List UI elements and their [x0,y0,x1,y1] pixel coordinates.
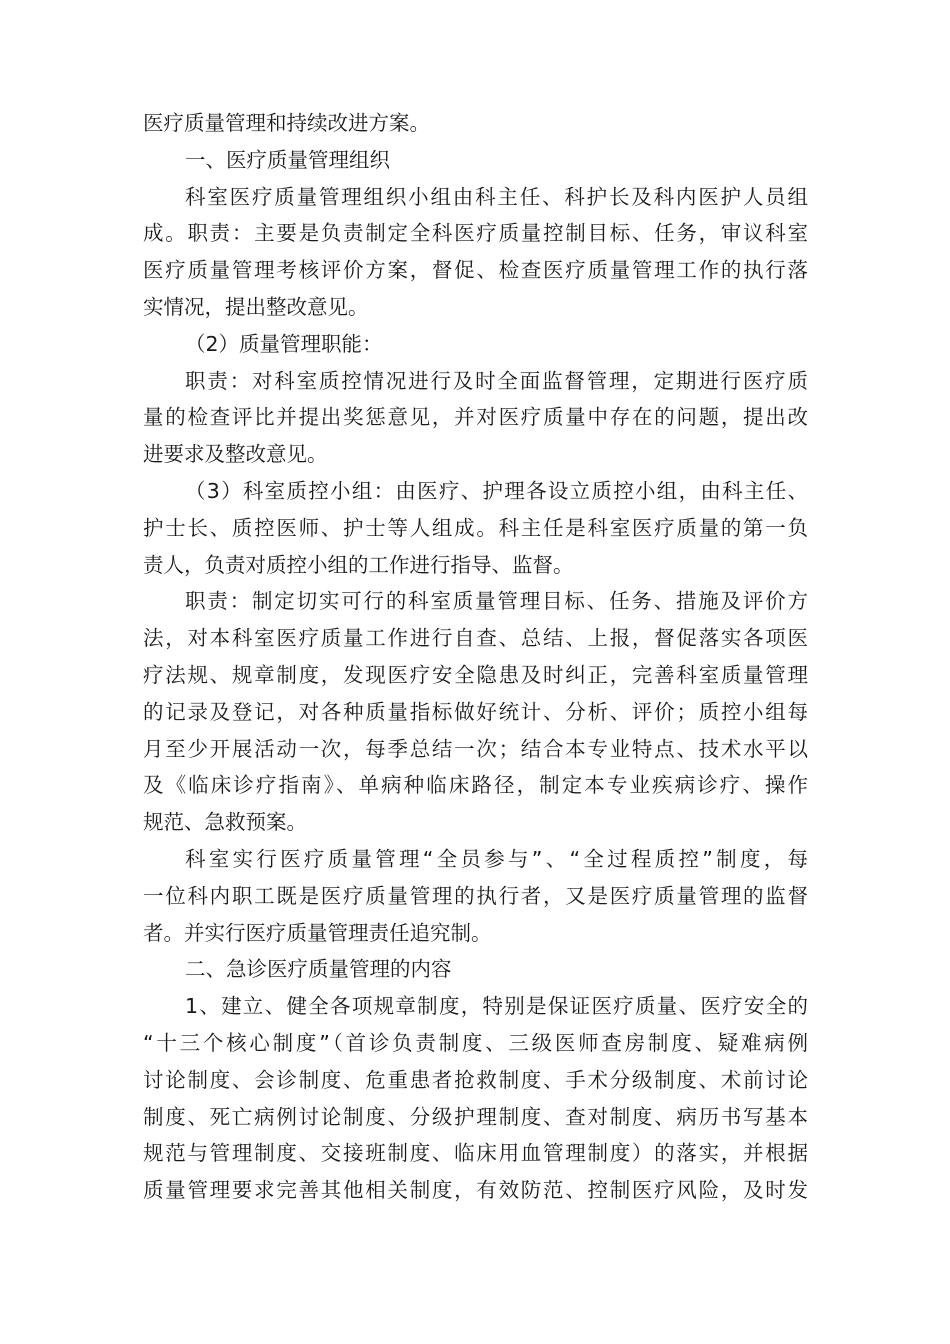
text-line: 进要求及整改意见。 [143,442,328,467]
text-line: “十三个核心制度”（首诊负责制度、三级医师查房制度、疑难病例 [143,1030,808,1055]
text-line: 医疗质量管理和持续改进方案。 [143,111,430,135]
document-body [143,105,808,1209]
text-line: 一、医疗质量管理组织 [185,147,390,172]
text-line: 职责：制定切实可行的科室质量管理目标、任务、措施及评价方 [185,589,808,614]
text-line: 规范、急救预案。 [143,810,307,835]
text-line: （3）科室质控小组：由医疗、护理各设立质控小组，由科主任、 [185,478,808,503]
text-line: 疗法规、规章制度，发现医疗安全隐患及时纠正，完善科室质量管理 [143,662,808,687]
text-line: 一位科内职工既是医疗质量管理的执行者，又是医疗质量管理的监督 [143,883,808,908]
text-line: 法，对本科室医疗质量工作进行自查、总结、上报，督促落实各项医 [143,626,808,651]
text-line: 职责：对科室质控情况进行及时全面监督管理，定期进行医疗质 [185,368,808,393]
text-line: 的记录及登记，对各种质量指标做好统计、分析、评价；质控小组每 [143,699,808,724]
text-line: 月至少开展活动一次，每季总结一次；结合本专业特点、技术水平以 [143,736,808,761]
text-line: 医疗质量管理考核评价方案，督促、检查医疗质量管理工作的执行落 [143,258,808,283]
text-line: 实情况，提出整改意见。 [143,294,369,319]
text-line: 制度、死亡病例讨论制度、分级护理制度、查对制度、病历书写基本 [143,1104,808,1129]
text-line: 及《临床诊疗指南》、单病种临床路径，制定本专业疾病诊疗、操作 [143,773,808,798]
text-line: 规范与管理制度、交接班制度、临床用血管理制度）的落实，并根据 [143,1141,808,1166]
text-line: 1、建立、健全各项规章制度，特别是保证医疗质量、医疗安全的 [185,994,808,1019]
text-line: 护士长、质控医师、护士等人组成。科主任是科室医疗质量的第一负 [143,515,808,540]
text-line: 量的检查评比并提出奖惩意见，并对医疗质量中存在的问题，提出改 [143,405,808,430]
text-line: 质量管理要求完善其他相关制度，有效防范、控制医疗风险，及时发 [143,1178,808,1203]
text-line: 成。职责：主要是负责制定全科医疗质量控制目标、任务，审议科室 [143,221,808,246]
text-line: 科室实行医疗质量管理“全员参与”、“全过程质控”制度，每 [185,846,808,871]
text-line: 科室医疗质量管理组织小组由科主任、科护长及科内医护人员组 [185,184,808,209]
text-line: 二、急诊医疗质量管理的内容 [185,957,452,982]
text-line: 者。并实行医疗质量管理责任追究制。 [143,920,492,945]
text-line: （2）质量管理职能： [185,331,383,356]
text-line: 讨论制度、会诊制度、危重患者抢救制度、手术分级制度、术前讨论 [143,1067,808,1092]
text-line: 责人，负责对质控小组的工作进行指导、监督。 [143,552,574,577]
